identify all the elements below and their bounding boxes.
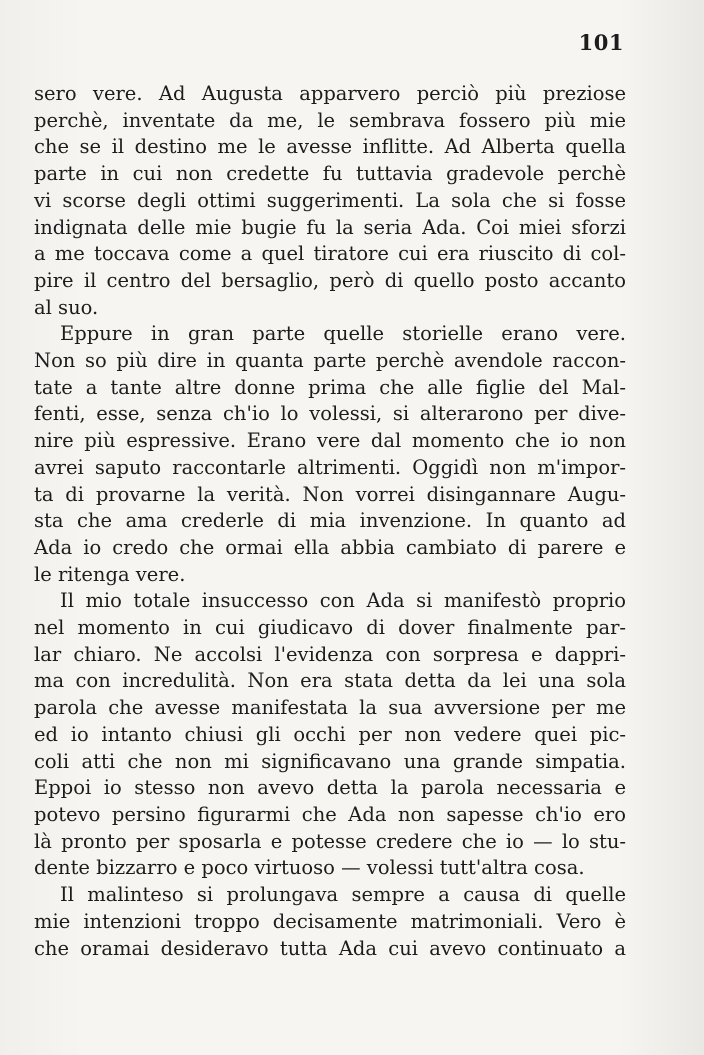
paragraph-1 [34,81,626,321]
text-line: vi scorse degli ottimi suggerimenti. La sola che si fosse [34,188,626,212]
text-line: sta che ama crederle di mia invenzione. In quanto ad [34,509,626,533]
text-line: ma con incredulità. Non era stata detta da lei una sola [34,669,626,693]
text-line: che oramai desideravo tutta Ada cui avevo continuato a [34,936,626,960]
text-line: Ada io credo che ormai ella abbia cambiato di parere e [34,535,626,559]
paragraph-3 [34,588,626,882]
text-line: nel momento in cui giudicavo di dover finalmente par- [34,616,626,640]
paragraph-2 [34,321,626,588]
text-line: Il malinteso si prolungava sempre a causa di quelle [60,883,626,907]
text-line: avrei saputo raccontarle altrimenti. Oggidì non m'impor- [34,455,626,479]
text-line: potevo persino figurarmi che Ada non sapesse ch'io ero [34,802,626,826]
text-line: là pronto per sposarla e potesse credere che io — lo stu- [34,829,626,853]
text-line: che se il destino me le avesse inflitte. Ad Alberta quella [34,135,626,159]
paragraph-4 [34,882,626,962]
text-line: perchè, inventate da me, le sembrava fossero più mie [34,108,626,132]
text-line: Il mio totale insuccesso con Ada si manifestò proprio [60,589,626,613]
text-line: mie intenzioni troppo decisamente matrimoniali. Vero è [34,909,626,933]
text-line: tate a tante altre donne prima che alle figlie del Mal- [34,375,626,399]
text-line: nire più espressive. Erano vere dal momento che io non [34,429,626,453]
text-line: fenti, esse, senza ch'io lo volessi, si alterarono per dive- [34,402,626,426]
text-line: pire il centro del bersaglio, però di quello posto accanto [34,268,626,292]
text-line: le ritenga vere. [34,562,186,586]
text-line: ta di provarne la verità. Non vorrei disingannare Augu- [34,482,626,506]
text-line: al suo. [34,295,99,319]
text-line: lar chiaro. Ne accolsi l'evidenza con sorpresa e dappri- [34,642,626,666]
text-line: dente bizzarro e poco virtuoso — volessi tutt'altra cosa. [34,856,585,880]
text-line: parola che avesse manifestata la sua avversione per me [34,696,626,720]
text-line: Eppoi io stesso non avevo detta la parola necessaria e [34,776,626,800]
body-text [34,81,626,962]
text-line: Non so più dire in quanta parte perchè avendole raccon- [34,349,626,373]
text-line: coli atti che non mi significavano una grande simpatia. [34,749,626,773]
page-number: 101 [578,30,624,55]
text-line: parte in cui non credette fu tuttavia gradevole perchè [34,162,626,186]
text-line: ed io intanto chiusi gli occhi per non vedere quei pic- [34,722,626,746]
text-line: a me toccava come a quel tiratore cui era riuscito di col- [34,242,626,266]
text-line: Eppure in gran parte quelle storielle erano vere. [60,322,626,346]
text-line: sero vere. Ad Augusta apparvero perciò più preziose [34,82,626,105]
text-line: indignata delle mie bugie fu la seria Ada. Coi miei sforzi [34,215,626,239]
